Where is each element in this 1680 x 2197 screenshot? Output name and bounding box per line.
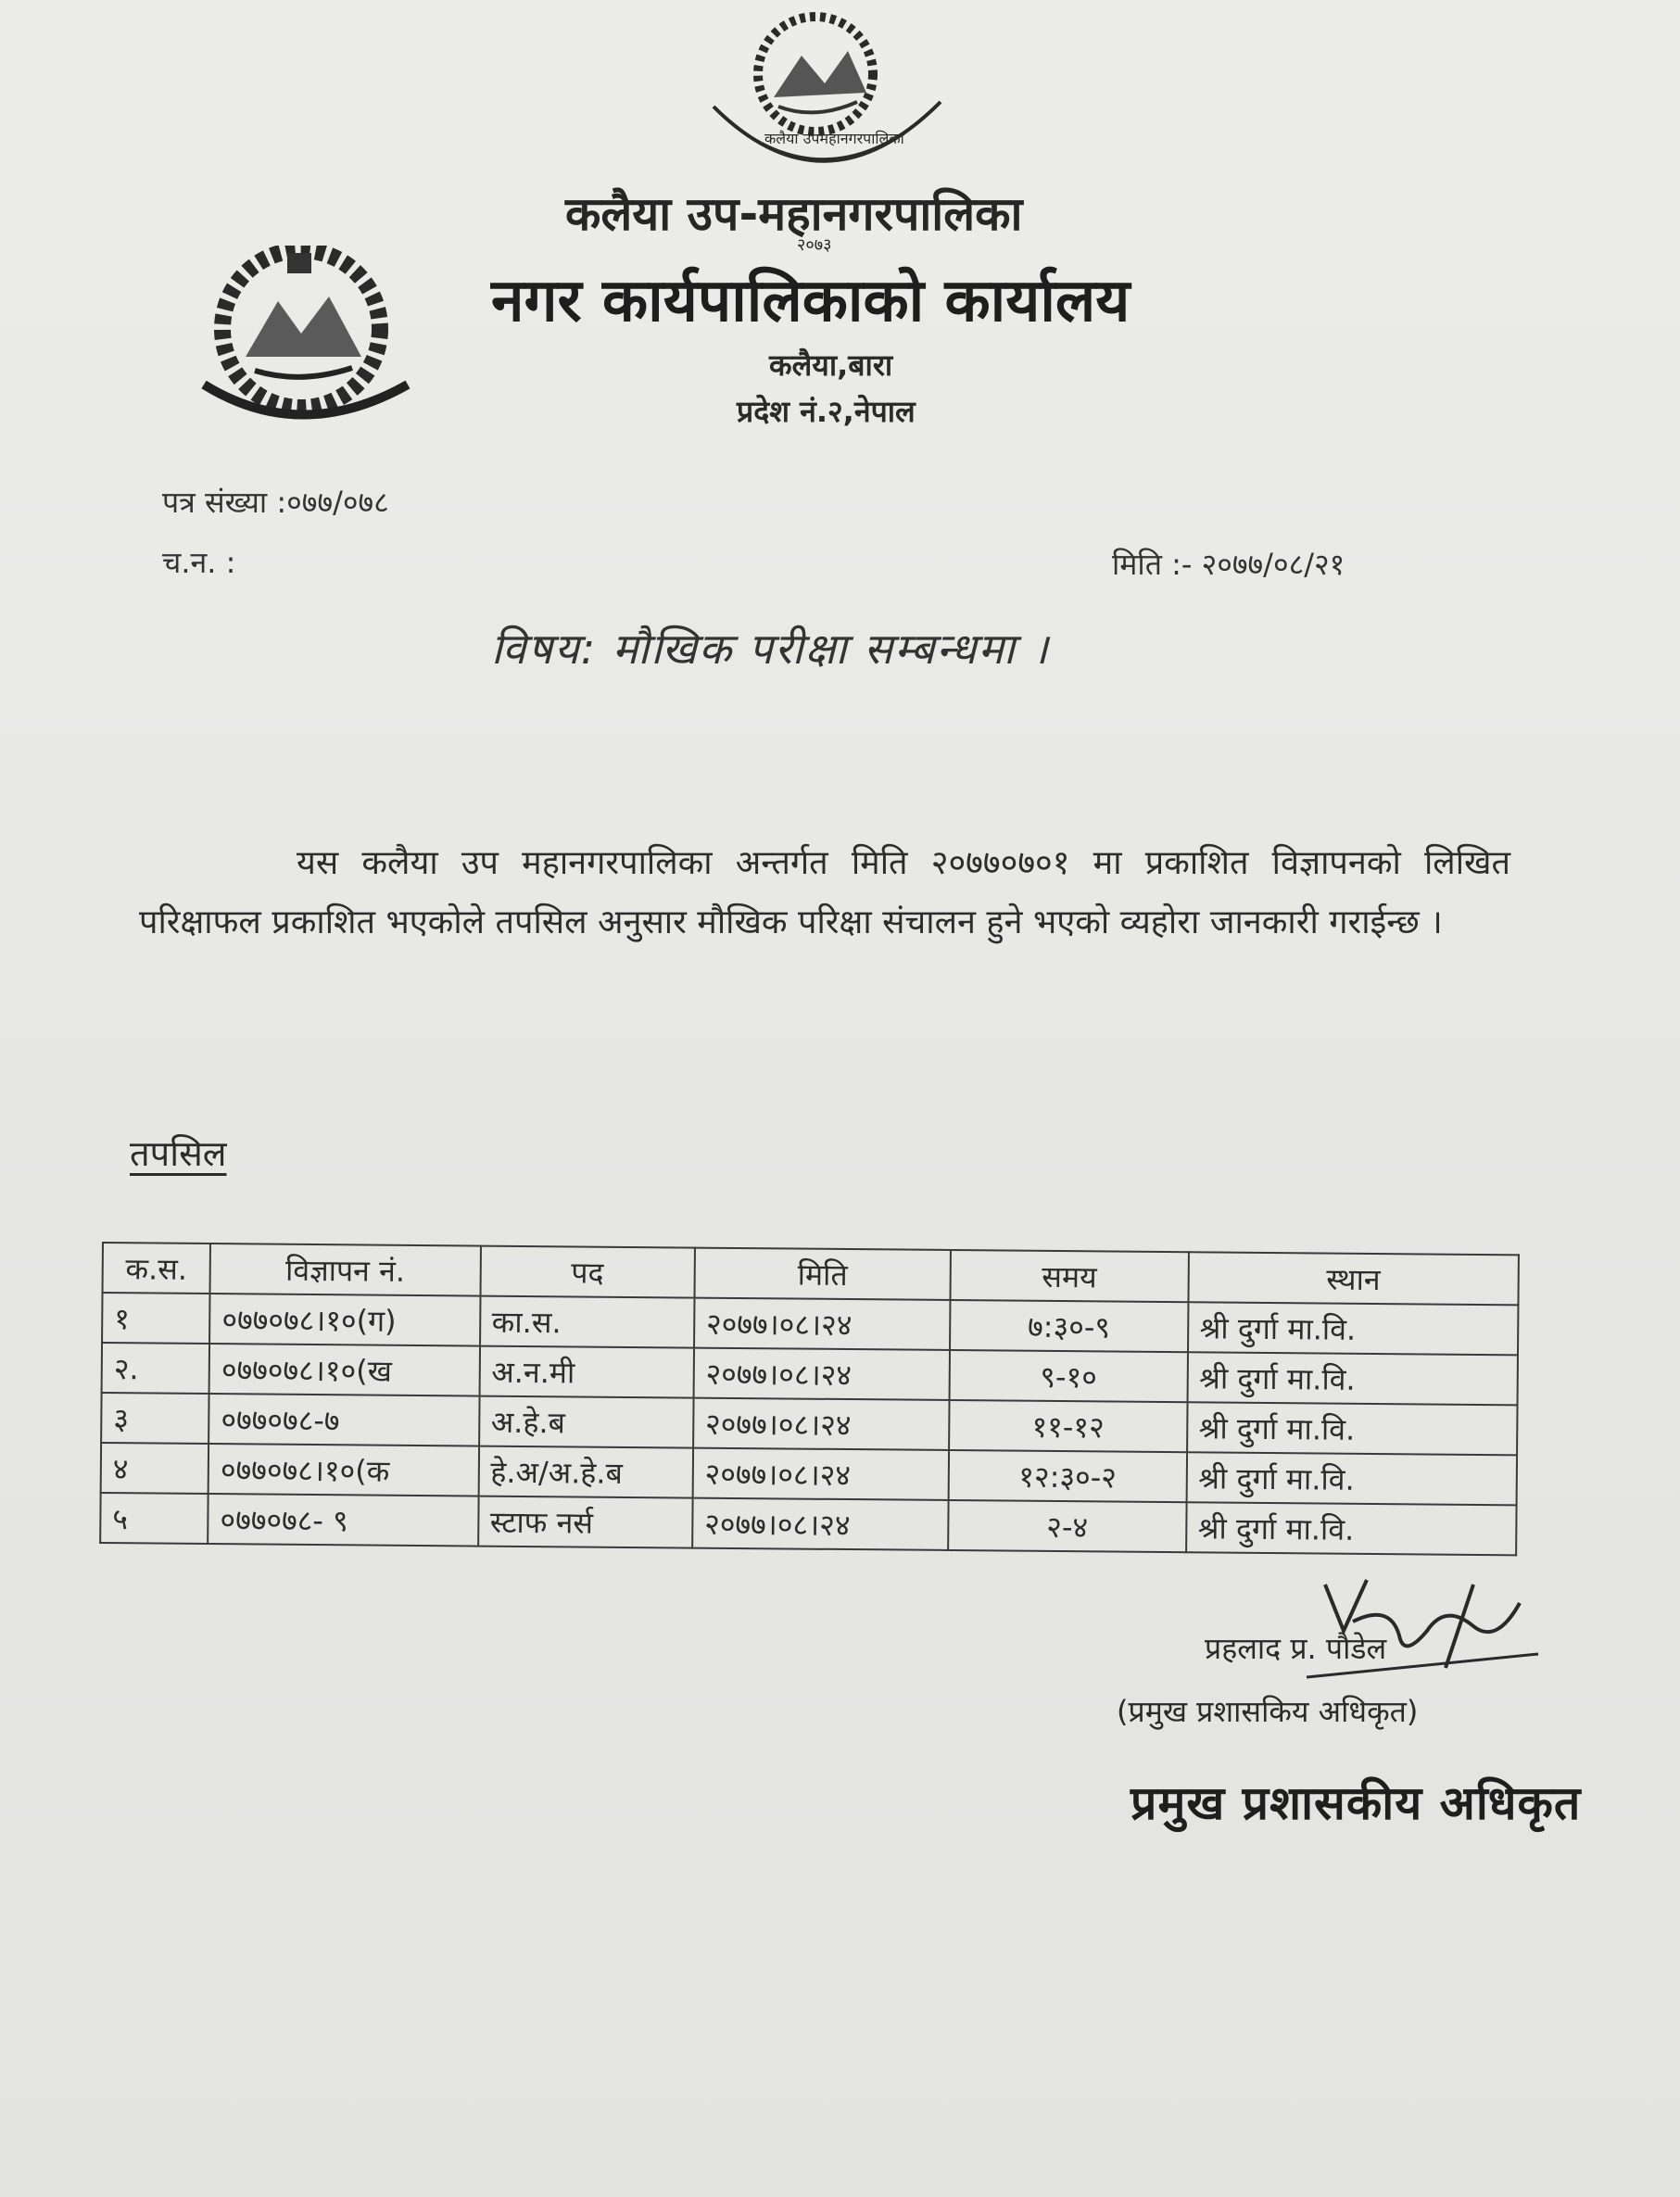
cell-time: ९-१० <box>950 1350 1188 1402</box>
header-time: समय <box>951 1250 1189 1302</box>
cell-date: २०७७।०८।२४ <box>692 1448 949 1500</box>
cell-time: २-४ <box>948 1500 1186 1552</box>
interview-schedule-table <box>99 1242 1520 1556</box>
cell-venue: श्री दुर्गा मा.वि. <box>1188 1302 1519 1355</box>
cell-date: २०७७।०८।२४ <box>694 1298 951 1350</box>
cell-ad-number: ०७७०७८।१०(क <box>208 1444 479 1496</box>
cell-sn: ३ <box>101 1393 209 1444</box>
cell-sn: ४ <box>101 1443 209 1494</box>
cell-post: अ.हे.ब <box>479 1396 694 1448</box>
header-post: पद <box>480 1246 695 1298</box>
cell-time: ११-१२ <box>949 1400 1187 1452</box>
header-venue: स्थान <box>1188 1252 1519 1305</box>
address-line-1: कलैया,बारा <box>769 347 893 383</box>
cell-sn: ५ <box>100 1493 208 1544</box>
reference-number: पत्र संख्या :०७७/०७८ <box>162 485 389 520</box>
address-line-2: प्रदेश नं.२,नेपाल <box>737 394 916 429</box>
cell-post: का.स. <box>480 1296 695 1348</box>
dispatch-number: च.न. : <box>162 545 236 580</box>
municipality-name: कलैया उप-महानगरपालिका <box>565 187 1023 241</box>
cell-time: १२:३०-२ <box>949 1450 1187 1502</box>
cell-ad-number: ०७७०७८-७ <box>208 1394 479 1446</box>
body-paragraph: यस कलैया उप महानगरपालिका अन्तर्गत मिति २०७७०७०१ मा प्रकाशित विज्ञापनको लिखित परिक्षाफल प्रकाशित भएकोले तपसिल अनुसार मौखिक परिक्षा संचालन हुने भएको व्यहोरा जानकारी गराईन्छ । <box>139 844 1510 941</box>
cell-ad-number: ०७७०७८।१०(ख <box>209 1344 480 1396</box>
cell-ad-number: ०७७०७८।१०(ग) <box>209 1294 480 1346</box>
cell-time: ७:३०-९ <box>950 1300 1188 1352</box>
header-sn: क.स. <box>103 1243 211 1294</box>
office-name: नगर कार्यपालिकाको कार्यालय <box>491 267 1131 335</box>
header-ad-number: विज्ञापन नं. <box>210 1244 481 1296</box>
cell-date: २०७७।०८।२४ <box>692 1498 949 1550</box>
cell-sn: १ <box>102 1293 210 1344</box>
cell-venue: श्री दुर्गा मा.वि. <box>1187 1352 1518 1405</box>
header-date: मिति <box>694 1248 951 1300</box>
seal-text: कलैया उपमहानगरपालिका <box>764 130 904 147</box>
cell-sn: २. <box>102 1343 210 1394</box>
cell-post: हे.अ/अ.हे.ब <box>478 1446 693 1498</box>
cell-post: स्टाफ नर्स <box>478 1496 693 1548</box>
cell-ad-number: ०७७०७८- ९ <box>208 1494 478 1547</box>
cell-date: २०७७।०८।२४ <box>693 1348 950 1400</box>
subject-line: विषय: मौखिक परीक्षा सम्बन्धमा । <box>491 624 1050 674</box>
cell-venue: श्री दुर्गा मा.वि. <box>1186 1452 1517 1505</box>
cell-venue: श्री दुर्गा मा.वि. <box>1187 1402 1518 1455</box>
signer-name: प्रहलाद प्र. पौडेल <box>1205 1631 1387 1666</box>
designation-stamp: प्रमुख प्रशासकीय अधिकृत <box>1131 1776 1582 1830</box>
signer-title: (प्रमुख प्रशासकिय अधिकृत) <box>1117 1694 1419 1729</box>
cell-date: २०७७।०८।२४ <box>693 1398 950 1450</box>
letter-date: मिति :- २०७७/०८/२१ <box>1112 547 1345 582</box>
schedule-heading: तपसिल <box>130 1133 227 1174</box>
cell-post: अ.न.मी <box>479 1346 694 1398</box>
cell-venue: श्री दुर्गा मा.वि. <box>1186 1502 1517 1555</box>
seal-year: २०७३ <box>797 235 832 255</box>
nepal-government-emblem-icon <box>190 246 422 431</box>
